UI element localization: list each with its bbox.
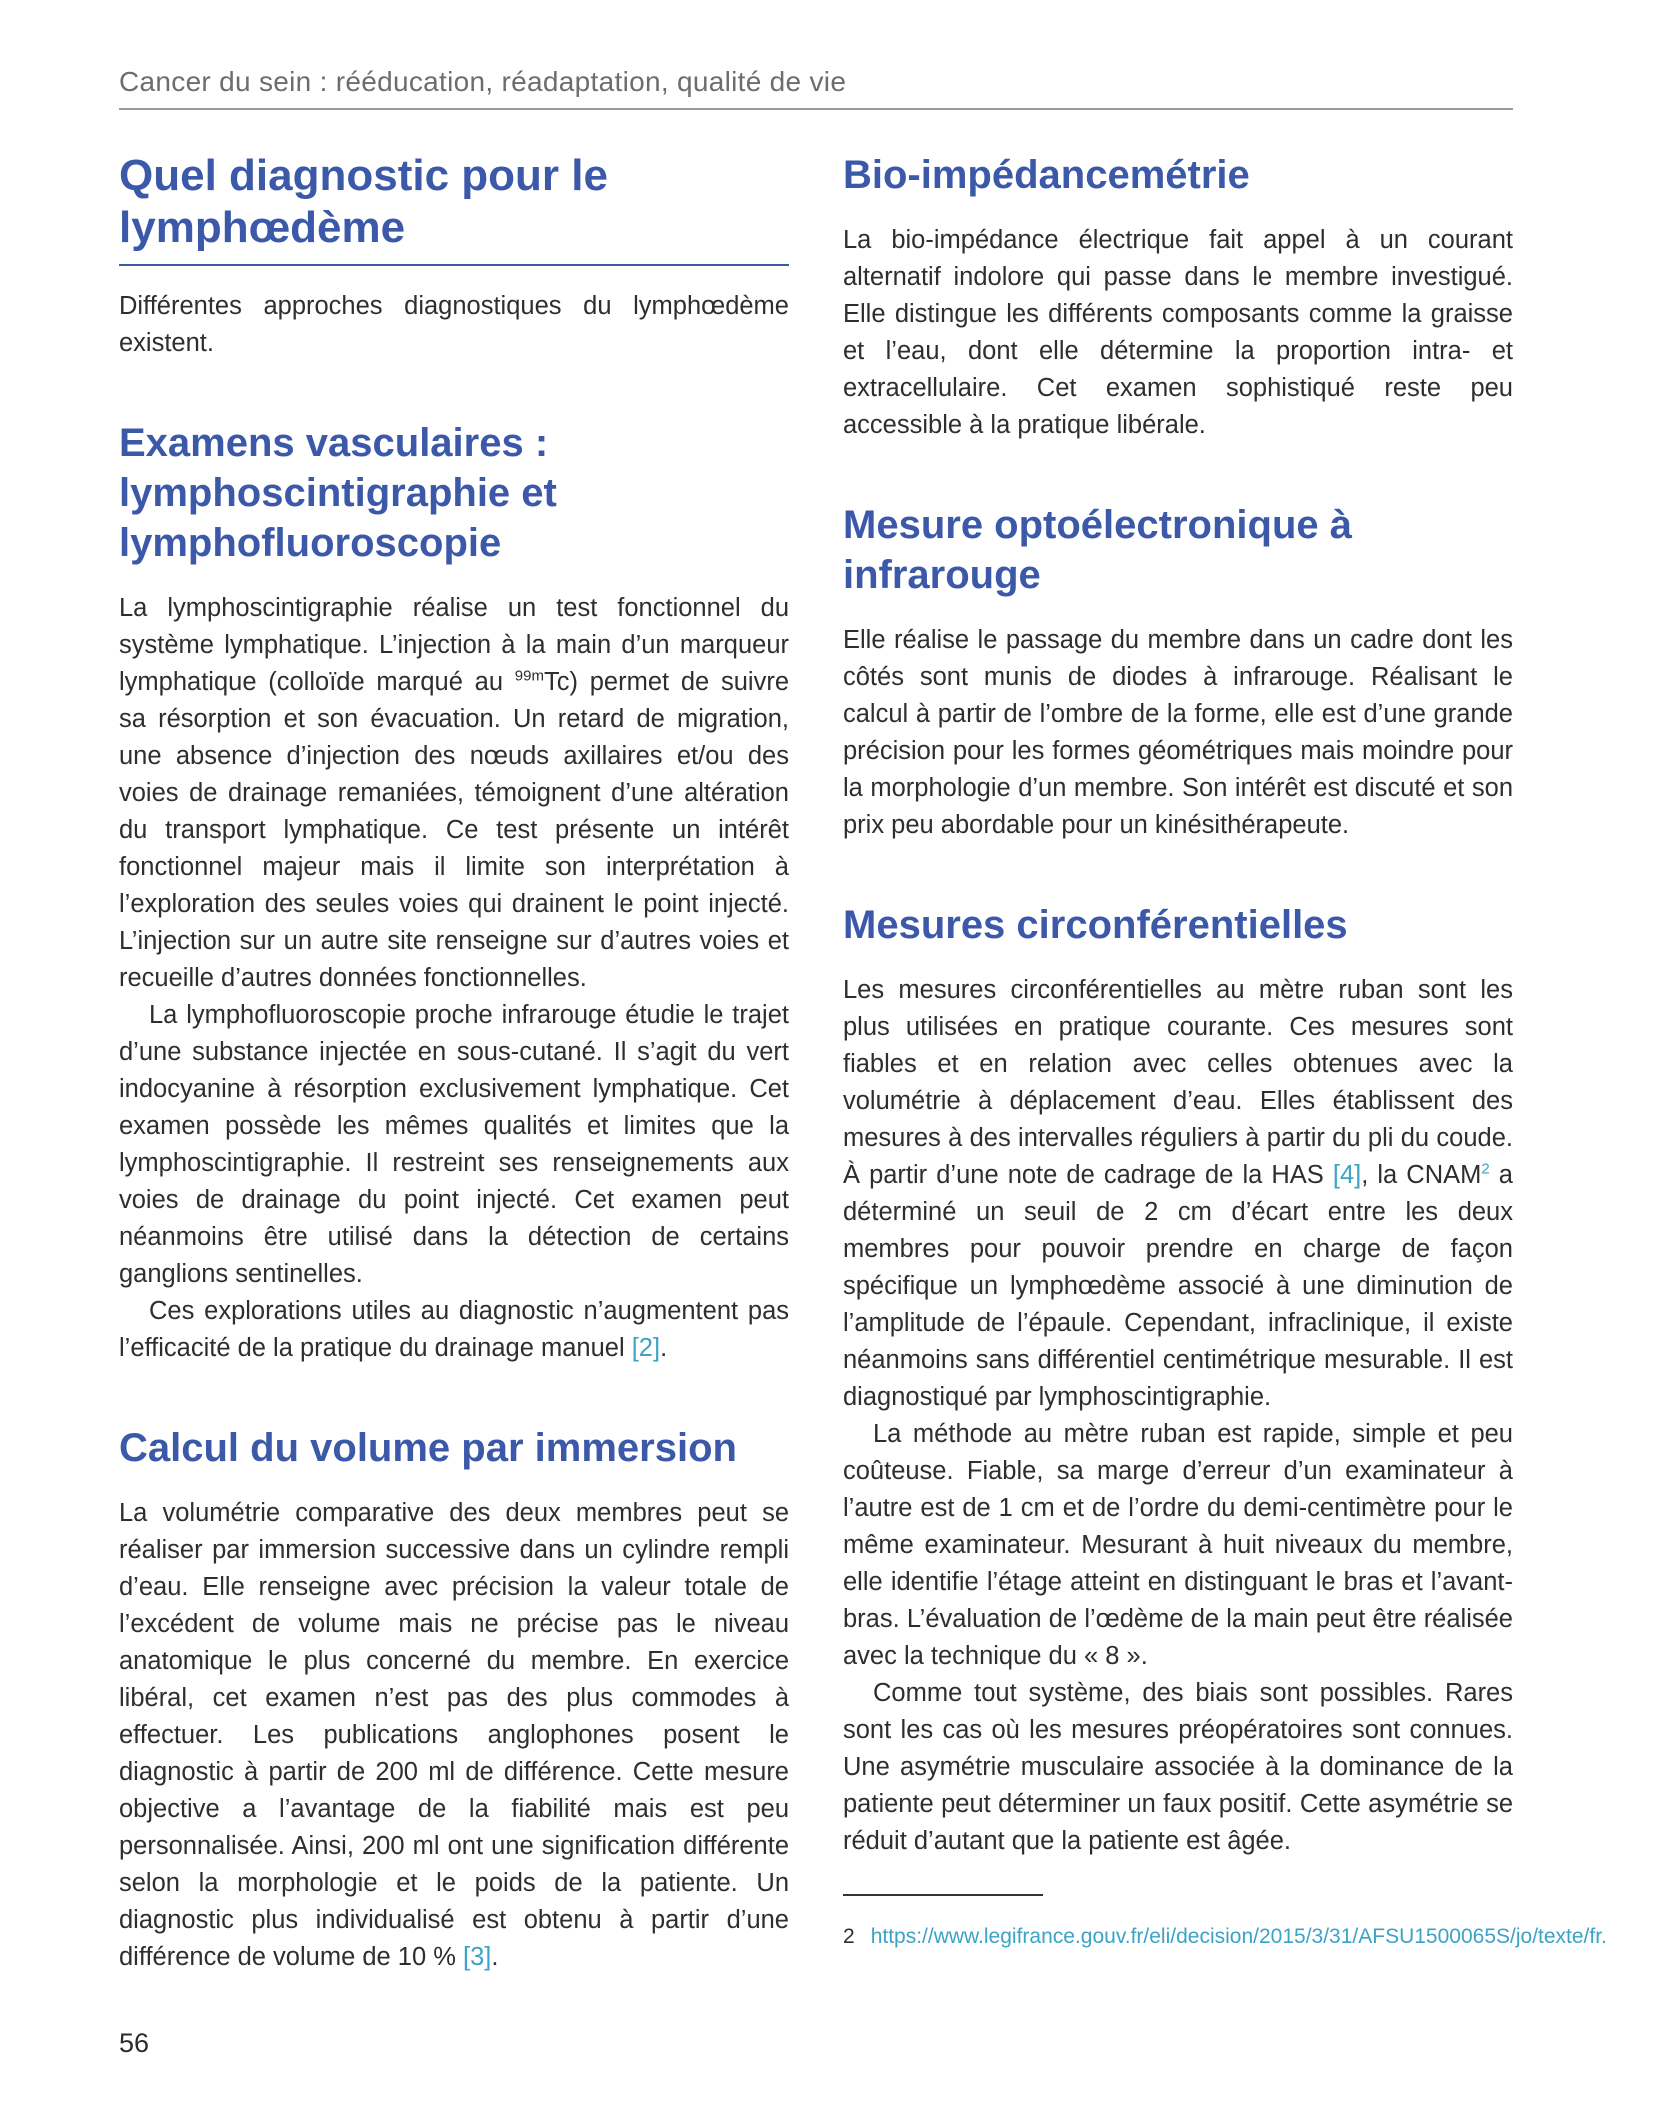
footnote-number: 2: [843, 1925, 855, 1948]
paragraph-metre-ruban: La méthode au mètre ruban est rapide, simple et peu coûteuse. Fiable, sa marge d’erreur d’un examinateur à l’autre est de 1 cm et de l’ordre du demi-centimètre pour le même examinateur. Mesurant à huit niveaux du membre, elle identifie l’étage atteint en distinguant le bras et l’avant-bras. L’évaluation de l’œdème de la main peut être réalisée avec la technique du « 8 ».: [843, 1420, 1513, 1670]
reference-link-2[interactable]: [2]: [631, 1334, 661, 1362]
paragraph-circonferentielles: Les mesures circonférentielles au mètre ruban sont les plus utilisées en pratique courante. Ces mesures sont fiables et en relation avec celles obtenues avec la volumétrie à déplacement d’eau. Elles établissent des mesures à des intervalles réguliers à partir du pli du coude. À partir d’une note de cadrage de la HAS [4], la CNAM$^2$ a déterminé un seuil de 2 cm d’écart entre les deux membres pour pouvoir prendre en charge de façon spécifique un lymphœdème associé à une diminution de l’amplitude de l’épaule. Cependant, infraclinique, il existe néanmoins sans différentiel centimétrique mesurable. Il est diagnostiqué par lymphoscintigraphie.: [843, 976, 1513, 1411]
running-header: Cancer du sein : rééducation, réadaptation, qualité de vie: [119, 66, 1513, 110]
heading-bio-impedancemetrie: Bio-impédancemétrie: [843, 153, 1250, 197]
heading-mesures-circonferentielles: Mesures circonférentielles: [843, 903, 1348, 947]
paragraph-volumetrie: La volumétrie comparative des deux membres peut se réaliser par immersion successive dans un cylindre rempli d’eau. Elle renseigne avec précision la valeur totale de l’excédent de volume mais ne précise pas le niveau anatomique le plus concerné du membre. En exercice libéral, cet examen n’est pas des plus commodes à effectuer. Les publications anglophones posent le diagnostic à partir de 200 ml de différence. Cette mesure objective a l’avantage de la fiabilité mais est peu personnalisée. Ainsi, 200 ml ont une signification différente selon la morphologie et le poids de la patiente. Un diagnostic plus individualisé est obtenu à partir d’une différence de volume de 10 % [3].: [119, 1499, 789, 1971]
heading-mesure-optoelectronique: Mesure optoélectronique à infrarouge: [843, 503, 1352, 597]
paragraph-optoelectronique: Elle réalise le passage du membre dans un cadre dont les côtés sont munis de diodes à infrarouge. Réalisant le calcul à partir de l’ombre de la forme, elle est d’une grande précision pour les formes géométriques mais moindre pour la morphologie d’un membre. Son intérêt est discuté et son prix peu abordable pour un kinésithérapeute.: [843, 626, 1513, 839]
paragraph-explorations: Ces explorations utiles au diagnostic n’augmentent pas l’efficacité de la pratique du drainage manuel [2].: [119, 1297, 789, 1362]
reference-link-4[interactable]: [4]: [1332, 1161, 1362, 1189]
isotope-superscript: 99m: [514, 667, 544, 685]
page-number: 56: [119, 2028, 150, 2058]
intro-paragraph: Différentes approches diagnostiques du lymphœdème existent.: [119, 292, 789, 357]
footnote-link[interactable]: https://www.legifrance.gouv.fr/eli/decision/2015/3/31/AFSU1500065S/jo/texte/fr.: [870, 1925, 1607, 1948]
page-title: Quel diagnostic pour le lymphœdème: [119, 150, 789, 266]
paragraph-lymphoscintigraphie: La lymphoscintigraphie réalise un test fonctionnel du système lymphatique. L’injection à la main d’un marqueur lymphatique (colloïde marqué au $^{99m}$Tc) permet de suivre sa résorption et son évacuation. Un retard de migration, une absence d’injection des nœuds axillaires et/ou des voies de drainage remaniées, témoignent d’une altération du transport lymphatique. Ce test présente un intérêt fonctionnel majeur mais il limite son interprétation à l’exploration des seules voies qui drainent le point injecté. L’injection sur un autre site renseigne sur d’autres voies et recueille d’autres données fonctionnelles.: [119, 594, 790, 992]
footnote-divider: [843, 1894, 1043, 1896]
heading-calcul-volume: Calcul du volume par immersion: [119, 1426, 737, 1470]
footnote-marker-2[interactable]: 2: [1481, 1160, 1490, 1178]
paragraph-lymphofluoroscopie: La lymphofluoroscopie proche infrarouge étudie le trajet d’une substance injectée en sous-cutané. Il s’agit du vert indocyanine à résorption exclusivement lymphatique. Cet examen possède les mêmes qualités et limites que la lymphoscintigraphie. Il restreint ses renseignements aux voies de drainage du point injecté. Cet examen peut néanmoins être utilisé dans la détection de certains ganglions sentinelles.: [119, 1001, 789, 1288]
paragraph-biais: Comme tout système, des biais sont possibles. Rares sont les cas où les mesures préopératoires sont connues. Une asymétrie musculaire associée à la dominance de la patiente peut déterminer un faux positif. Cette asymétrie se réduit d’autant que la patiente est âgée.: [843, 1679, 1513, 1855]
paragraph-bio-impedance: La bio-impédance électrique fait appel à un courant alternatif indolore qui passe dans le membre investigué. Elle distingue les différents composants comme la graisse et l’eau, dont elle détermine la proportion intra- et extracellulaire. Cet examen sophistiqué reste peu accessible à la pratique libérale.: [843, 226, 1513, 439]
reference-link-3[interactable]: [3]: [463, 1943, 492, 1971]
footnote: [843, 1918, 1607, 1955]
right-column: [843, 150, 1607, 1955]
left-column: [119, 150, 789, 1976]
heading-examens-vasculaires: Examens vasculaires : lymphoscintigraphie et lymphofluoroscopie: [119, 421, 557, 565]
